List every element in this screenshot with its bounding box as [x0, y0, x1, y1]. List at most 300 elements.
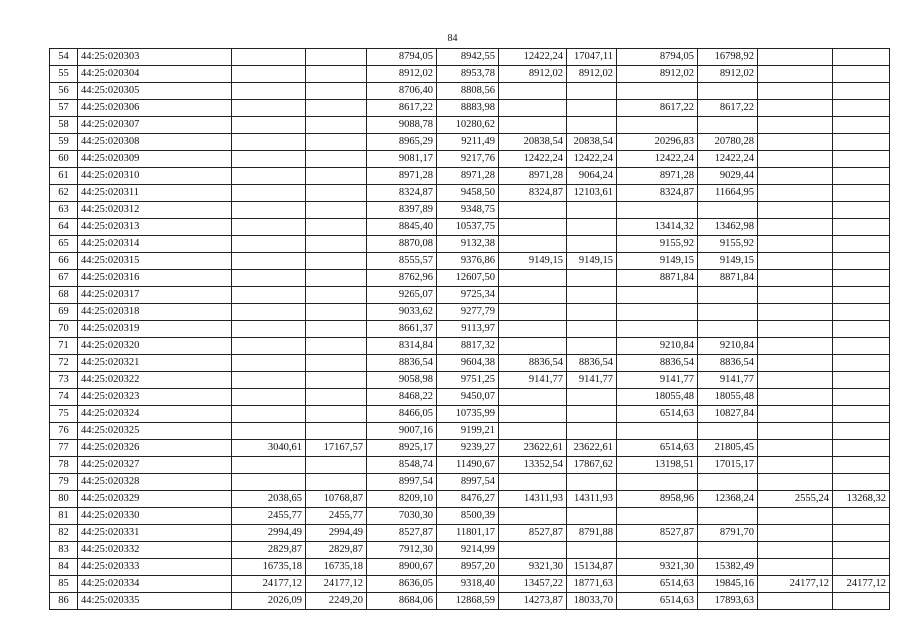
value-col-4	[306, 355, 367, 372]
cadastral-number: 44:25:020303	[78, 49, 232, 66]
value-col-9	[617, 83, 698, 100]
value-col-6: 11490,67	[437, 457, 499, 474]
value-col-6: 9217,76	[437, 151, 499, 168]
value-col-7	[499, 508, 567, 525]
value-col-5: 8762,96	[367, 270, 437, 287]
value-col-4	[306, 219, 367, 236]
value-col-10: 8791,70	[698, 525, 758, 542]
value-col-5: 8555,57	[367, 253, 437, 270]
row-number: 68	[50, 287, 78, 304]
value-col-10	[698, 474, 758, 491]
value-col-6: 8883,98	[437, 100, 499, 117]
value-col-5: 8971,28	[367, 168, 437, 185]
value-col-5: 8794,05	[367, 49, 437, 66]
value-col-6: 9239,27	[437, 440, 499, 457]
value-col-5: 8706,40	[367, 83, 437, 100]
value-col-5: 8548,74	[367, 457, 437, 474]
value-col-11	[758, 100, 833, 117]
value-col-7	[499, 83, 567, 100]
value-col-4	[306, 287, 367, 304]
table-row	[50, 525, 890, 542]
value-col-6: 9199,21	[437, 423, 499, 440]
value-col-11	[758, 389, 833, 406]
value-col-8: 9149,15	[567, 253, 617, 270]
value-col-7	[499, 474, 567, 491]
value-col-3	[232, 83, 306, 100]
value-col-8: 9141,77	[567, 372, 617, 389]
value-col-12	[833, 542, 890, 559]
value-col-3: 3040,61	[232, 440, 306, 457]
value-col-9: 13198,51	[617, 457, 698, 474]
value-col-11	[758, 219, 833, 236]
value-col-8	[567, 117, 617, 134]
value-col-10: 12422,24	[698, 151, 758, 168]
value-col-10: 9210,84	[698, 338, 758, 355]
value-col-11	[758, 355, 833, 372]
cadastral-number: 44:25:020305	[78, 83, 232, 100]
value-col-4	[306, 66, 367, 83]
value-col-5: 8397,89	[367, 202, 437, 219]
value-col-3	[232, 287, 306, 304]
value-col-9	[617, 202, 698, 219]
value-col-5: 8636,05	[367, 576, 437, 593]
value-col-6: 9604,38	[437, 355, 499, 372]
value-col-8	[567, 321, 617, 338]
value-col-4	[306, 389, 367, 406]
value-col-10: 8871,84	[698, 270, 758, 287]
value-col-9: 6514,63	[617, 406, 698, 423]
table-row	[50, 287, 890, 304]
value-col-10	[698, 321, 758, 338]
value-col-7: 13457,22	[499, 576, 567, 593]
value-col-9: 12422,24	[617, 151, 698, 168]
value-col-7	[499, 219, 567, 236]
row-number: 85	[50, 576, 78, 593]
value-col-10: 8912,02	[698, 66, 758, 83]
value-col-11: 2555,24	[758, 491, 833, 508]
value-col-8: 17047,11	[567, 49, 617, 66]
value-col-7: 12422,24	[499, 49, 567, 66]
value-col-10: 15382,49	[698, 559, 758, 576]
value-col-6: 9725,34	[437, 287, 499, 304]
value-col-5: 8209,10	[367, 491, 437, 508]
value-col-11	[758, 304, 833, 321]
value-col-8: 12103,61	[567, 185, 617, 202]
value-col-9	[617, 287, 698, 304]
value-col-10: 8617,22	[698, 100, 758, 117]
value-col-8	[567, 100, 617, 117]
value-col-8: 17867,62	[567, 457, 617, 474]
value-col-5: 8684,06	[367, 593, 437, 610]
value-col-3	[232, 270, 306, 287]
value-col-12	[833, 219, 890, 236]
value-col-9: 6514,63	[617, 576, 698, 593]
value-col-3	[232, 66, 306, 83]
value-col-11	[758, 525, 833, 542]
value-col-6: 10537,75	[437, 219, 499, 236]
cadastral-number: 44:25:020304	[78, 66, 232, 83]
value-col-7	[499, 321, 567, 338]
value-col-5: 8466,05	[367, 406, 437, 423]
table-row	[50, 304, 890, 321]
value-col-10: 12368,24	[698, 491, 758, 508]
value-col-10: 9141,77	[698, 372, 758, 389]
value-col-11	[758, 270, 833, 287]
value-col-4	[306, 236, 367, 253]
table-row	[50, 593, 890, 610]
cadastral-number: 44:25:020316	[78, 270, 232, 287]
cadastral-number: 44:25:020313	[78, 219, 232, 236]
value-col-9: 13414,32	[617, 219, 698, 236]
value-col-5: 8900,67	[367, 559, 437, 576]
value-col-8: 8836,54	[567, 355, 617, 372]
value-col-4	[306, 423, 367, 440]
value-col-11	[758, 287, 833, 304]
value-col-6: 8957,20	[437, 559, 499, 576]
row-number: 62	[50, 185, 78, 202]
value-col-4	[306, 253, 367, 270]
value-col-3	[232, 338, 306, 355]
row-number: 72	[50, 355, 78, 372]
value-col-5: 8870,08	[367, 236, 437, 253]
value-col-4: 10768,87	[306, 491, 367, 508]
value-col-12	[833, 270, 890, 287]
value-col-5: 8845,40	[367, 219, 437, 236]
value-col-7	[499, 423, 567, 440]
value-col-8: 14311,93	[567, 491, 617, 508]
cadastral-number: 44:25:020322	[78, 372, 232, 389]
value-col-4: 2994,49	[306, 525, 367, 542]
value-col-6: 9214,99	[437, 542, 499, 559]
value-col-12: 24177,12	[833, 576, 890, 593]
cadastral-number: 44:25:020324	[78, 406, 232, 423]
value-col-5: 7912,30	[367, 542, 437, 559]
value-col-9: 9155,92	[617, 236, 698, 253]
value-col-11: 24177,12	[758, 576, 833, 593]
cadastral-number: 44:25:020335	[78, 593, 232, 610]
value-col-11	[758, 593, 833, 610]
value-col-11	[758, 83, 833, 100]
value-col-11	[758, 440, 833, 457]
value-col-6: 10735,99	[437, 406, 499, 423]
value-col-4	[306, 151, 367, 168]
cadastral-number: 44:25:020307	[78, 117, 232, 134]
value-col-8	[567, 287, 617, 304]
value-col-11	[758, 406, 833, 423]
value-col-11	[758, 474, 833, 491]
value-col-3	[232, 372, 306, 389]
table-row	[50, 338, 890, 355]
table-row	[50, 83, 890, 100]
value-col-3	[232, 134, 306, 151]
value-col-8: 18033,70	[567, 593, 617, 610]
value-col-6: 8476,27	[437, 491, 499, 508]
value-col-5: 9007,16	[367, 423, 437, 440]
table-row	[50, 100, 890, 117]
row-number: 80	[50, 491, 78, 508]
value-col-9	[617, 117, 698, 134]
value-col-9	[617, 474, 698, 491]
value-col-7: 23622,61	[499, 440, 567, 457]
value-col-10	[698, 287, 758, 304]
value-col-8: 23622,61	[567, 440, 617, 457]
value-col-10	[698, 542, 758, 559]
value-col-11	[758, 151, 833, 168]
value-col-6: 9376,86	[437, 253, 499, 270]
value-col-6: 9450,07	[437, 389, 499, 406]
value-col-6: 8942,55	[437, 49, 499, 66]
row-number: 66	[50, 253, 78, 270]
value-col-9: 18055,48	[617, 389, 698, 406]
cadastral-number: 44:25:020315	[78, 253, 232, 270]
value-col-5: 8324,87	[367, 185, 437, 202]
value-col-6: 8953,78	[437, 66, 499, 83]
value-col-11	[758, 508, 833, 525]
value-col-6: 9277,79	[437, 304, 499, 321]
value-col-3	[232, 406, 306, 423]
cadastral-number: 44:25:020329	[78, 491, 232, 508]
value-col-3	[232, 151, 306, 168]
value-col-10: 18055,48	[698, 389, 758, 406]
value-col-12	[833, 236, 890, 253]
value-col-11	[758, 168, 833, 185]
value-col-10	[698, 423, 758, 440]
row-number: 86	[50, 593, 78, 610]
value-col-12	[833, 389, 890, 406]
cadastral-number: 44:25:020310	[78, 168, 232, 185]
row-number: 84	[50, 559, 78, 576]
value-col-4	[306, 100, 367, 117]
table-row	[50, 491, 890, 508]
value-col-12	[833, 372, 890, 389]
table-row	[50, 185, 890, 202]
value-col-4	[306, 270, 367, 287]
value-col-5: 9033,62	[367, 304, 437, 321]
cadastral-number: 44:25:020334	[78, 576, 232, 593]
table-row	[50, 168, 890, 185]
table-row	[50, 202, 890, 219]
cadastral-number: 44:25:020321	[78, 355, 232, 372]
table-row	[50, 372, 890, 389]
value-col-6: 9132,38	[437, 236, 499, 253]
row-number: 73	[50, 372, 78, 389]
row-number: 57	[50, 100, 78, 117]
value-col-6: 9211,49	[437, 134, 499, 151]
value-col-5: 8912,02	[367, 66, 437, 83]
page-number: 84	[447, 33, 458, 44]
row-number: 83	[50, 542, 78, 559]
value-col-12	[833, 185, 890, 202]
table-row	[50, 236, 890, 253]
value-col-8	[567, 508, 617, 525]
value-col-12	[833, 66, 890, 83]
cadastral-number: 44:25:020328	[78, 474, 232, 491]
value-col-7	[499, 406, 567, 423]
value-col-8: 15134,87	[567, 559, 617, 576]
value-col-4	[306, 49, 367, 66]
value-col-7: 8912,02	[499, 66, 567, 83]
value-col-3	[232, 355, 306, 372]
value-col-10	[698, 83, 758, 100]
cadastral-number: 44:25:020327	[78, 457, 232, 474]
value-col-11	[758, 134, 833, 151]
row-number: 79	[50, 474, 78, 491]
value-col-6: 8808,56	[437, 83, 499, 100]
cadastral-number: 44:25:020332	[78, 542, 232, 559]
row-number: 64	[50, 219, 78, 236]
value-col-8: 20838,54	[567, 134, 617, 151]
table-row	[50, 576, 890, 593]
cadastral-number: 44:25:020333	[78, 559, 232, 576]
cadastral-number: 44:25:020306	[78, 100, 232, 117]
value-col-4	[306, 202, 367, 219]
value-col-9: 8527,87	[617, 525, 698, 542]
value-col-11	[758, 49, 833, 66]
value-col-6: 10280,62	[437, 117, 499, 134]
table-row	[50, 508, 890, 525]
value-col-9: 8958,96	[617, 491, 698, 508]
value-col-8	[567, 304, 617, 321]
table-row	[50, 117, 890, 134]
value-col-12	[833, 100, 890, 117]
value-col-6: 8817,32	[437, 338, 499, 355]
value-col-6: 9318,40	[437, 576, 499, 593]
value-col-3	[232, 423, 306, 440]
value-col-9: 8971,28	[617, 168, 698, 185]
value-col-10	[698, 304, 758, 321]
value-col-8: 8791,88	[567, 525, 617, 542]
value-col-9	[617, 508, 698, 525]
value-col-4: 2455,77	[306, 508, 367, 525]
row-number: 78	[50, 457, 78, 474]
value-col-9: 8617,22	[617, 100, 698, 117]
value-col-10: 9155,92	[698, 236, 758, 253]
row-number: 81	[50, 508, 78, 525]
table-row	[50, 321, 890, 338]
value-col-10: 16798,92	[698, 49, 758, 66]
value-col-10: 17015,17	[698, 457, 758, 474]
value-col-6: 8971,28	[437, 168, 499, 185]
value-col-9: 8912,02	[617, 66, 698, 83]
value-col-10: 9029,44	[698, 168, 758, 185]
value-col-5: 8468,22	[367, 389, 437, 406]
value-col-10: 11664,95	[698, 185, 758, 202]
table-row	[50, 270, 890, 287]
table-row	[50, 474, 890, 491]
table-row	[50, 49, 890, 66]
row-number: 74	[50, 389, 78, 406]
value-col-12	[833, 423, 890, 440]
value-col-4	[306, 338, 367, 355]
value-col-12	[833, 168, 890, 185]
table-row	[50, 355, 890, 372]
value-col-12	[833, 321, 890, 338]
cadastral-number: 44:25:020308	[78, 134, 232, 151]
value-col-8: 9064,24	[567, 168, 617, 185]
table-row	[50, 219, 890, 236]
value-col-3: 2455,77	[232, 508, 306, 525]
value-col-5: 8617,22	[367, 100, 437, 117]
value-col-6: 9751,25	[437, 372, 499, 389]
value-col-4	[306, 406, 367, 423]
value-col-4	[306, 457, 367, 474]
value-col-12	[833, 406, 890, 423]
value-col-10	[698, 508, 758, 525]
row-number: 65	[50, 236, 78, 253]
value-col-3: 2994,49	[232, 525, 306, 542]
value-col-7	[499, 389, 567, 406]
value-col-5: 9265,07	[367, 287, 437, 304]
value-col-12	[833, 355, 890, 372]
value-col-7	[499, 202, 567, 219]
value-col-5: 8836,54	[367, 355, 437, 372]
row-number: 69	[50, 304, 78, 321]
value-col-3: 24177,12	[232, 576, 306, 593]
value-col-12	[833, 253, 890, 270]
row-number: 63	[50, 202, 78, 219]
value-col-5: 9081,17	[367, 151, 437, 168]
row-number: 55	[50, 66, 78, 83]
row-number: 67	[50, 270, 78, 287]
value-col-7	[499, 304, 567, 321]
value-col-11	[758, 253, 833, 270]
value-col-8	[567, 542, 617, 559]
value-col-11	[758, 185, 833, 202]
value-col-7: 13352,54	[499, 457, 567, 474]
value-col-3	[232, 389, 306, 406]
value-col-8	[567, 202, 617, 219]
value-col-10: 20780,28	[698, 134, 758, 151]
table-row	[50, 253, 890, 270]
value-col-4	[306, 168, 367, 185]
value-col-7: 8324,87	[499, 185, 567, 202]
value-col-5: 9058,98	[367, 372, 437, 389]
value-col-6: 12868,59	[437, 593, 499, 610]
value-col-8	[567, 338, 617, 355]
value-col-10: 13462,98	[698, 219, 758, 236]
value-col-7	[499, 100, 567, 117]
value-col-9: 9210,84	[617, 338, 698, 355]
value-col-3	[232, 304, 306, 321]
value-col-6: 9458,50	[437, 185, 499, 202]
value-col-12	[833, 304, 890, 321]
value-col-11	[758, 202, 833, 219]
value-col-7: 14273,87	[499, 593, 567, 610]
value-col-4	[306, 372, 367, 389]
value-col-6: 8997,54	[437, 474, 499, 491]
row-number: 60	[50, 151, 78, 168]
value-col-3	[232, 474, 306, 491]
value-col-10: 10827,84	[698, 406, 758, 423]
value-col-3	[232, 100, 306, 117]
value-col-11	[758, 372, 833, 389]
row-number: 76	[50, 423, 78, 440]
value-col-9: 9149,15	[617, 253, 698, 270]
value-col-7	[499, 287, 567, 304]
value-col-11	[758, 236, 833, 253]
value-col-11	[758, 423, 833, 440]
value-col-10	[698, 202, 758, 219]
cadastral-number: 44:25:020330	[78, 508, 232, 525]
value-col-7	[499, 236, 567, 253]
value-col-4	[306, 185, 367, 202]
value-col-7: 12422,24	[499, 151, 567, 168]
value-col-5: 8527,87	[367, 525, 437, 542]
value-col-9: 8836,54	[617, 355, 698, 372]
value-col-4	[306, 117, 367, 134]
value-col-10: 19845,16	[698, 576, 758, 593]
value-col-10: 9149,15	[698, 253, 758, 270]
